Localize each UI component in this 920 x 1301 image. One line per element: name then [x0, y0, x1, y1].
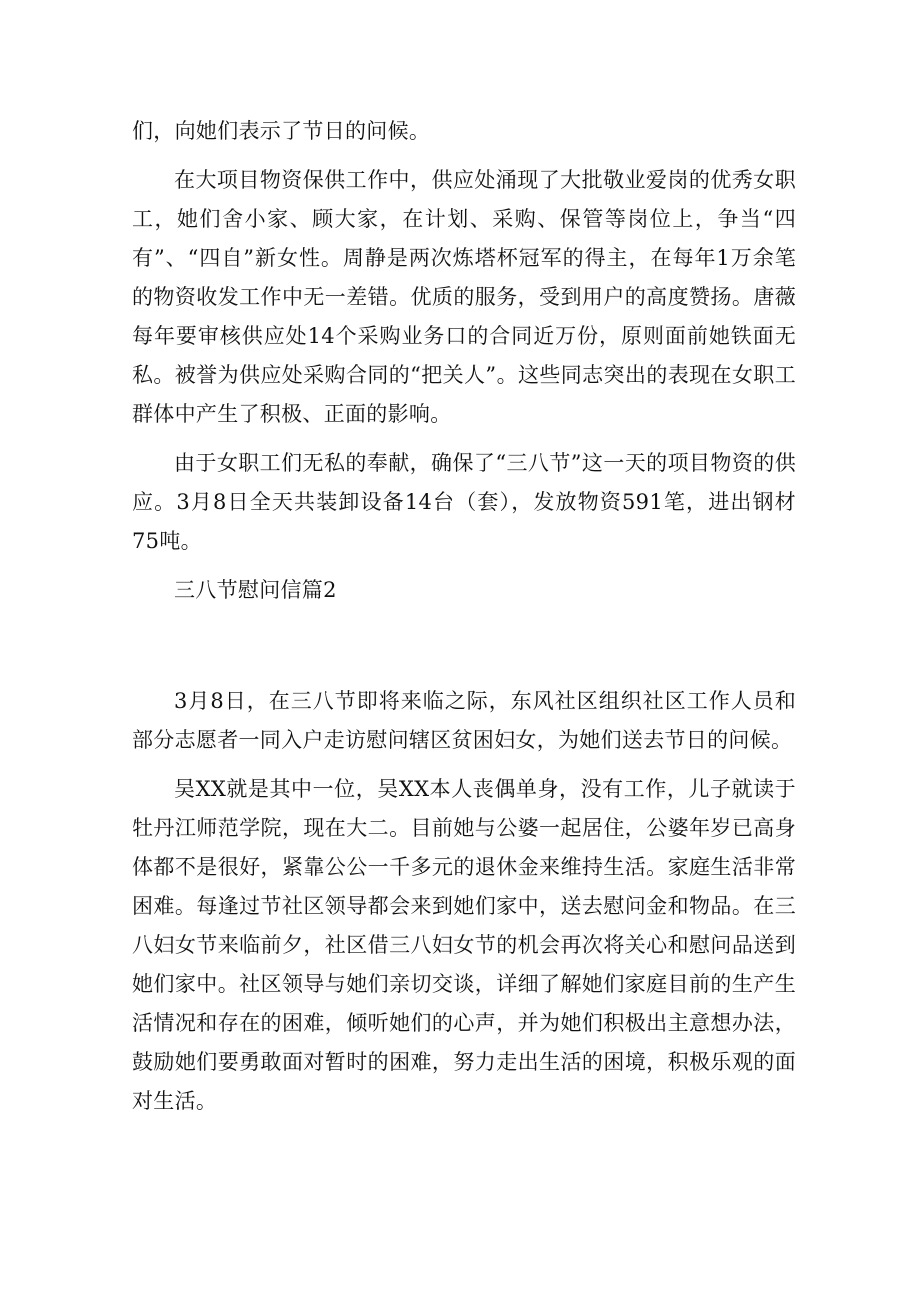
paragraph-continuation: 们，向她们表示了节日的问候。 [132, 119, 431, 143]
paragraph-community-visit: 3月8日，在三八节即将来临之际，东风社区组织社区工作人员和部分志愿者一同入户走访慰问辖区贫困妇女，为她们送去节日的问候。 [132, 689, 796, 752]
paragraph-supply-workers: 在大项目物资保供工作中，供应处涌现了大批敬业爱岗的优秀女职工，她们舍小家、顾大家，在计划、采购、保管等岗位上，争当“四有”、“四自”新女性。周静是两次炼塔杯冠军的得主，在每年1万余笔的物资收发工作中无一差错。优质的服务，受到用户的高度赞扬。唐薇每年要审核供应处14个采购业务口的合同近万份，原则面前她铁面无私。被誉为供应处采购合同的“把关人”。这些同志突出的表现在女职工群体中产生了积极、正面的影响。 [132, 168, 796, 426]
paragraph-supply-results: 由于女职工们无私的奉献，确保了“三八节”这一天的项目物资的供应。3月8日全天共装卸设备14台（套），发放物资591笔，进出钢材75吨。 [132, 451, 796, 553]
paragraph-wu-story: 吴XX就是其中一位，吴XX本人丧偶单身，没有工作，儿子就读于牡丹江师范学院，现在大二。目前她与公婆一起居住，公婆年岁已高身体都不是很好，紧靠公公一千多元的退休金来维持生活。家庭生活非常困难。每逢过节社区领导都会来到她们家中，送去慰问金和物品。在三八妇女节来临前夕，社区借三八妇女节的机会再次将关心和慰问品送到她们家中。社区领导与她们亲切交谈，详细了解她们家庭目前的生产生活情况和存在的困难，倾听她们的心声，并为她们积极出主意想办法，鼓励她们要勇敢面对暂时的困难，努力走出生活的困境，积极乐观的面对生活。 [132, 777, 796, 1113]
document-body [132, 112, 796, 1131]
section-heading: 三八节慰问信篇2 [174, 578, 337, 602]
